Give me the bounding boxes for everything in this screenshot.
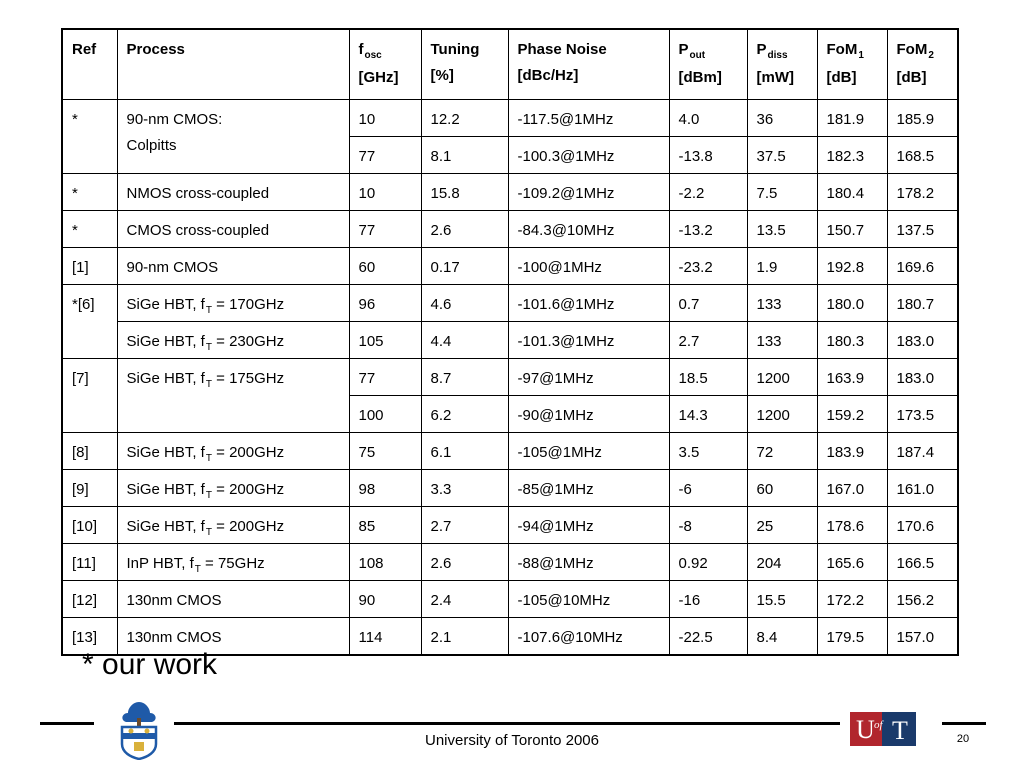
cell-fosc: 10 <box>349 174 421 211</box>
table-row <box>62 322 958 359</box>
cell-pdiss: 1200 <box>747 396 817 433</box>
cell-fom1: 178.6 <box>817 507 887 544</box>
cell-phase-noise: -109.2@1MHz <box>508 174 669 211</box>
cell-fom1: 182.3 <box>817 137 887 174</box>
cell-pdiss: 204 <box>747 544 817 581</box>
cell-fom1: 180.4 <box>817 174 887 211</box>
footnote: * our work <box>82 648 218 681</box>
cell-tuning: 2.4 <box>421 581 508 618</box>
cell-fosc: 90 <box>349 581 421 618</box>
cell-fosc: 85 <box>349 507 421 544</box>
cell-tuning: 4.4 <box>421 322 508 359</box>
cell-fom2: 156.2 <box>887 581 958 618</box>
cell-process: NMOS cross-coupled <box>117 174 349 211</box>
cell-pdiss: 25 <box>747 507 817 544</box>
cell-process: InP HBT, $f_T = 75GHz$ <box>117 544 349 581</box>
cell-pdiss: 133 <box>747 322 817 359</box>
cell-phase-noise: -105@1MHz <box>508 433 669 470</box>
cell-phase-noise: -105@10MHz <box>508 581 669 618</box>
cell-process: 130nm CMOS <box>117 581 349 618</box>
cell-fosc: 108 <box>349 544 421 581</box>
cell-pdiss: 37.5 <box>747 137 817 174</box>
cell-tuning: 6.1 <box>421 433 508 470</box>
cell-process: SiGe HBT, $f_T = 175GHz$ <box>117 359 349 433</box>
comparison-table <box>61 28 959 656</box>
university-crest-icon <box>114 700 164 760</box>
cell-pout: 3.5 <box>669 433 747 470</box>
cell-ref: [13] <box>62 618 117 656</box>
cell-fom1: 150.7 <box>817 211 887 248</box>
cell-fom1: 167.0 <box>817 470 887 507</box>
cell-pdiss: 1200 <box>747 359 817 396</box>
cell-fosc: 10 <box>349 100 421 137</box>
header-phase-noise: Phase Noise [dBc/Hz] <box>508 29 669 100</box>
cell-pout: -6 <box>669 470 747 507</box>
uoft-logo-icon <box>850 712 916 746</box>
cell-fom2: 137.5 <box>887 211 958 248</box>
cell-phase-noise: -85@1MHz <box>508 470 669 507</box>
cell-pdiss: 60 <box>747 470 817 507</box>
cell-fom1: 180.0 <box>817 285 887 322</box>
cell-pout: 2.7 <box>669 322 747 359</box>
cell-process: 90-nm CMOS: Colpitts <box>117 100 349 174</box>
cell-ref: [8] <box>62 433 117 470</box>
cell-ref: * <box>62 174 117 211</box>
cell-process: SiGe HBT, $f_T = 170GHz$ <box>117 285 349 322</box>
header-ref: Ref <box>62 29 117 100</box>
cell-ref: *[6] <box>62 285 117 359</box>
cell-pout: -13.8 <box>669 137 747 174</box>
cell-phase-noise: -117.5@1MHz <box>508 100 669 137</box>
table-row <box>62 100 958 137</box>
cell-pout: -8 <box>669 507 747 544</box>
cell-process: SiGe HBT, $f_T = 200GHz$ <box>117 470 349 507</box>
cell-fosc: 114 <box>349 618 421 656</box>
table-row <box>62 581 958 618</box>
cell-tuning: 15.8 <box>421 174 508 211</box>
header-tuning: Tuning [%] <box>421 29 508 100</box>
table-row <box>62 507 958 544</box>
cell-fosc: 77 <box>349 211 421 248</box>
cell-process: SiGe HBT, $f_T = 230GHz$ <box>117 322 349 359</box>
cell-fom2: 187.4 <box>887 433 958 470</box>
table-row <box>62 285 958 322</box>
cell-pdiss: 13.5 <box>747 211 817 248</box>
cell-process: SiGe HBT, $f_T = 200GHz$ <box>117 507 349 544</box>
cell-ref: * <box>62 211 117 248</box>
cell-tuning: 2.6 <box>421 544 508 581</box>
footer-institution: University of Toronto 2006 <box>425 732 599 749</box>
cell-tuning: 4.6 <box>421 285 508 322</box>
cell-fom1: 179.5 <box>817 618 887 656</box>
cell-phase-noise: -100.3@1MHz <box>508 137 669 174</box>
cell-fom1: 180.3 <box>817 322 887 359</box>
cell-tuning: 12.2 <box>421 100 508 137</box>
cell-tuning: 6.2 <box>421 396 508 433</box>
cell-ref: [10] <box>62 507 117 544</box>
cell-pdiss: 7.5 <box>747 174 817 211</box>
cell-phase-noise: -94@1MHz <box>508 507 669 544</box>
cell-fom1: 183.9 <box>817 433 887 470</box>
cell-pdiss: 36 <box>747 100 817 137</box>
cell-fosc: 96 <box>349 285 421 322</box>
cell-process: 130nm CMOS <box>117 618 349 656</box>
cell-fosc: 105 <box>349 322 421 359</box>
header-row <box>62 29 958 100</box>
cell-ref: [7] <box>62 359 117 433</box>
cell-pdiss: 8.4 <box>747 618 817 656</box>
cell-tuning: 2.1 <box>421 618 508 656</box>
cell-fom2: 169.6 <box>887 248 958 285</box>
cell-fosc: 77 <box>349 359 421 396</box>
cell-pout: -22.5 <box>669 618 747 656</box>
svg-text:T: T <box>892 716 908 745</box>
cell-fom2: 166.5 <box>887 544 958 581</box>
table-row <box>62 211 958 248</box>
cell-pdiss: 72 <box>747 433 817 470</box>
cell-ref: [9] <box>62 470 117 507</box>
cell-fom1: 165.6 <box>817 544 887 581</box>
cell-fom2: 173.5 <box>887 396 958 433</box>
cell-phase-noise: -107.6@10MHz <box>508 618 669 656</box>
cell-pout: 18.5 <box>669 359 747 396</box>
cell-fom2: 185.9 <box>887 100 958 137</box>
cell-fom2: 168.5 <box>887 137 958 174</box>
page-number: 20 <box>956 733 970 745</box>
cell-fosc: 77 <box>349 137 421 174</box>
cell-fom2: 170.6 <box>887 507 958 544</box>
cell-pdiss: 1.9 <box>747 248 817 285</box>
cell-fom2: 183.0 <box>887 322 958 359</box>
table-row <box>62 470 958 507</box>
table-row <box>62 174 958 211</box>
table-row <box>62 544 958 581</box>
cell-tuning: 3.3 <box>421 470 508 507</box>
cell-pout: 4.0 <box>669 100 747 137</box>
cell-phase-noise: -97@1MHz <box>508 359 669 396</box>
cell-phase-noise: -88@1MHz <box>508 544 669 581</box>
header-fosc: $f_{osc}$ [GHz] <box>349 29 421 100</box>
header-pdiss: $P_{diss}$ [mW] <box>747 29 817 100</box>
cell-fom1: 159.2 <box>817 396 887 433</box>
cell-process: CMOS cross-coupled <box>117 211 349 248</box>
cell-tuning: 2.6 <box>421 211 508 248</box>
svg-text:of: of <box>874 719 883 731</box>
cell-fom1: 163.9 <box>817 359 887 396</box>
cell-process: 90-nm CMOS <box>117 248 349 285</box>
cell-process: SiGe HBT, $f_T = 200GHz$ <box>117 433 349 470</box>
cell-pout: -13.2 <box>669 211 747 248</box>
cell-fom2: 180.7 <box>887 285 958 322</box>
cell-tuning: 0.17 <box>421 248 508 285</box>
cell-pout: -16 <box>669 581 747 618</box>
header-fom2: FoM$_2$ [dB] <box>887 29 958 100</box>
cell-pout: 0.92 <box>669 544 747 581</box>
table-row <box>62 359 958 396</box>
cell-fom1: 181.9 <box>817 100 887 137</box>
footer-divider <box>942 722 986 725</box>
cell-pdiss: 15.5 <box>747 581 817 618</box>
cell-phase-noise: -101.6@1MHz <box>508 285 669 322</box>
cell-phase-noise: -100@1MHz <box>508 248 669 285</box>
table-row <box>62 433 958 470</box>
cell-tuning: 8.1 <box>421 137 508 174</box>
cell-fom2: 183.0 <box>887 359 958 396</box>
cell-fom2: 157.0 <box>887 618 958 656</box>
cell-fom1: 192.8 <box>817 248 887 285</box>
cell-fosc: 75 <box>349 433 421 470</box>
cell-fom1: 172.2 <box>817 581 887 618</box>
cell-pout: 14.3 <box>669 396 747 433</box>
cell-phase-noise: -84.3@10MHz <box>508 211 669 248</box>
cell-pout: -2.2 <box>669 174 747 211</box>
cell-fom2: 161.0 <box>887 470 958 507</box>
footer-divider <box>40 722 94 725</box>
cell-fosc: 60 <box>349 248 421 285</box>
header-pout: $P_{out}$ [dBm] <box>669 29 747 100</box>
footer-divider <box>174 722 840 725</box>
table-row <box>62 248 958 285</box>
cell-pout: 0.7 <box>669 285 747 322</box>
cell-fom2: 178.2 <box>887 174 958 211</box>
cell-ref: [1] <box>62 248 117 285</box>
cell-tuning: 8.7 <box>421 359 508 396</box>
cell-fosc: 100 <box>349 396 421 433</box>
cell-pout: -23.2 <box>669 248 747 285</box>
cell-pdiss: 133 <box>747 285 817 322</box>
cell-ref: * <box>62 100 117 174</box>
svg-text:U: U <box>856 715 875 744</box>
header-process: Process <box>117 29 349 100</box>
cell-phase-noise: -101.3@1MHz <box>508 322 669 359</box>
header-fom1: FoM$_1$ [dB] <box>817 29 887 100</box>
cell-tuning: 2.7 <box>421 507 508 544</box>
cell-ref: [12] <box>62 581 117 618</box>
cell-ref: [11] <box>62 544 117 581</box>
cell-phase-noise: -90@1MHz <box>508 396 669 433</box>
cell-fosc: 98 <box>349 470 421 507</box>
